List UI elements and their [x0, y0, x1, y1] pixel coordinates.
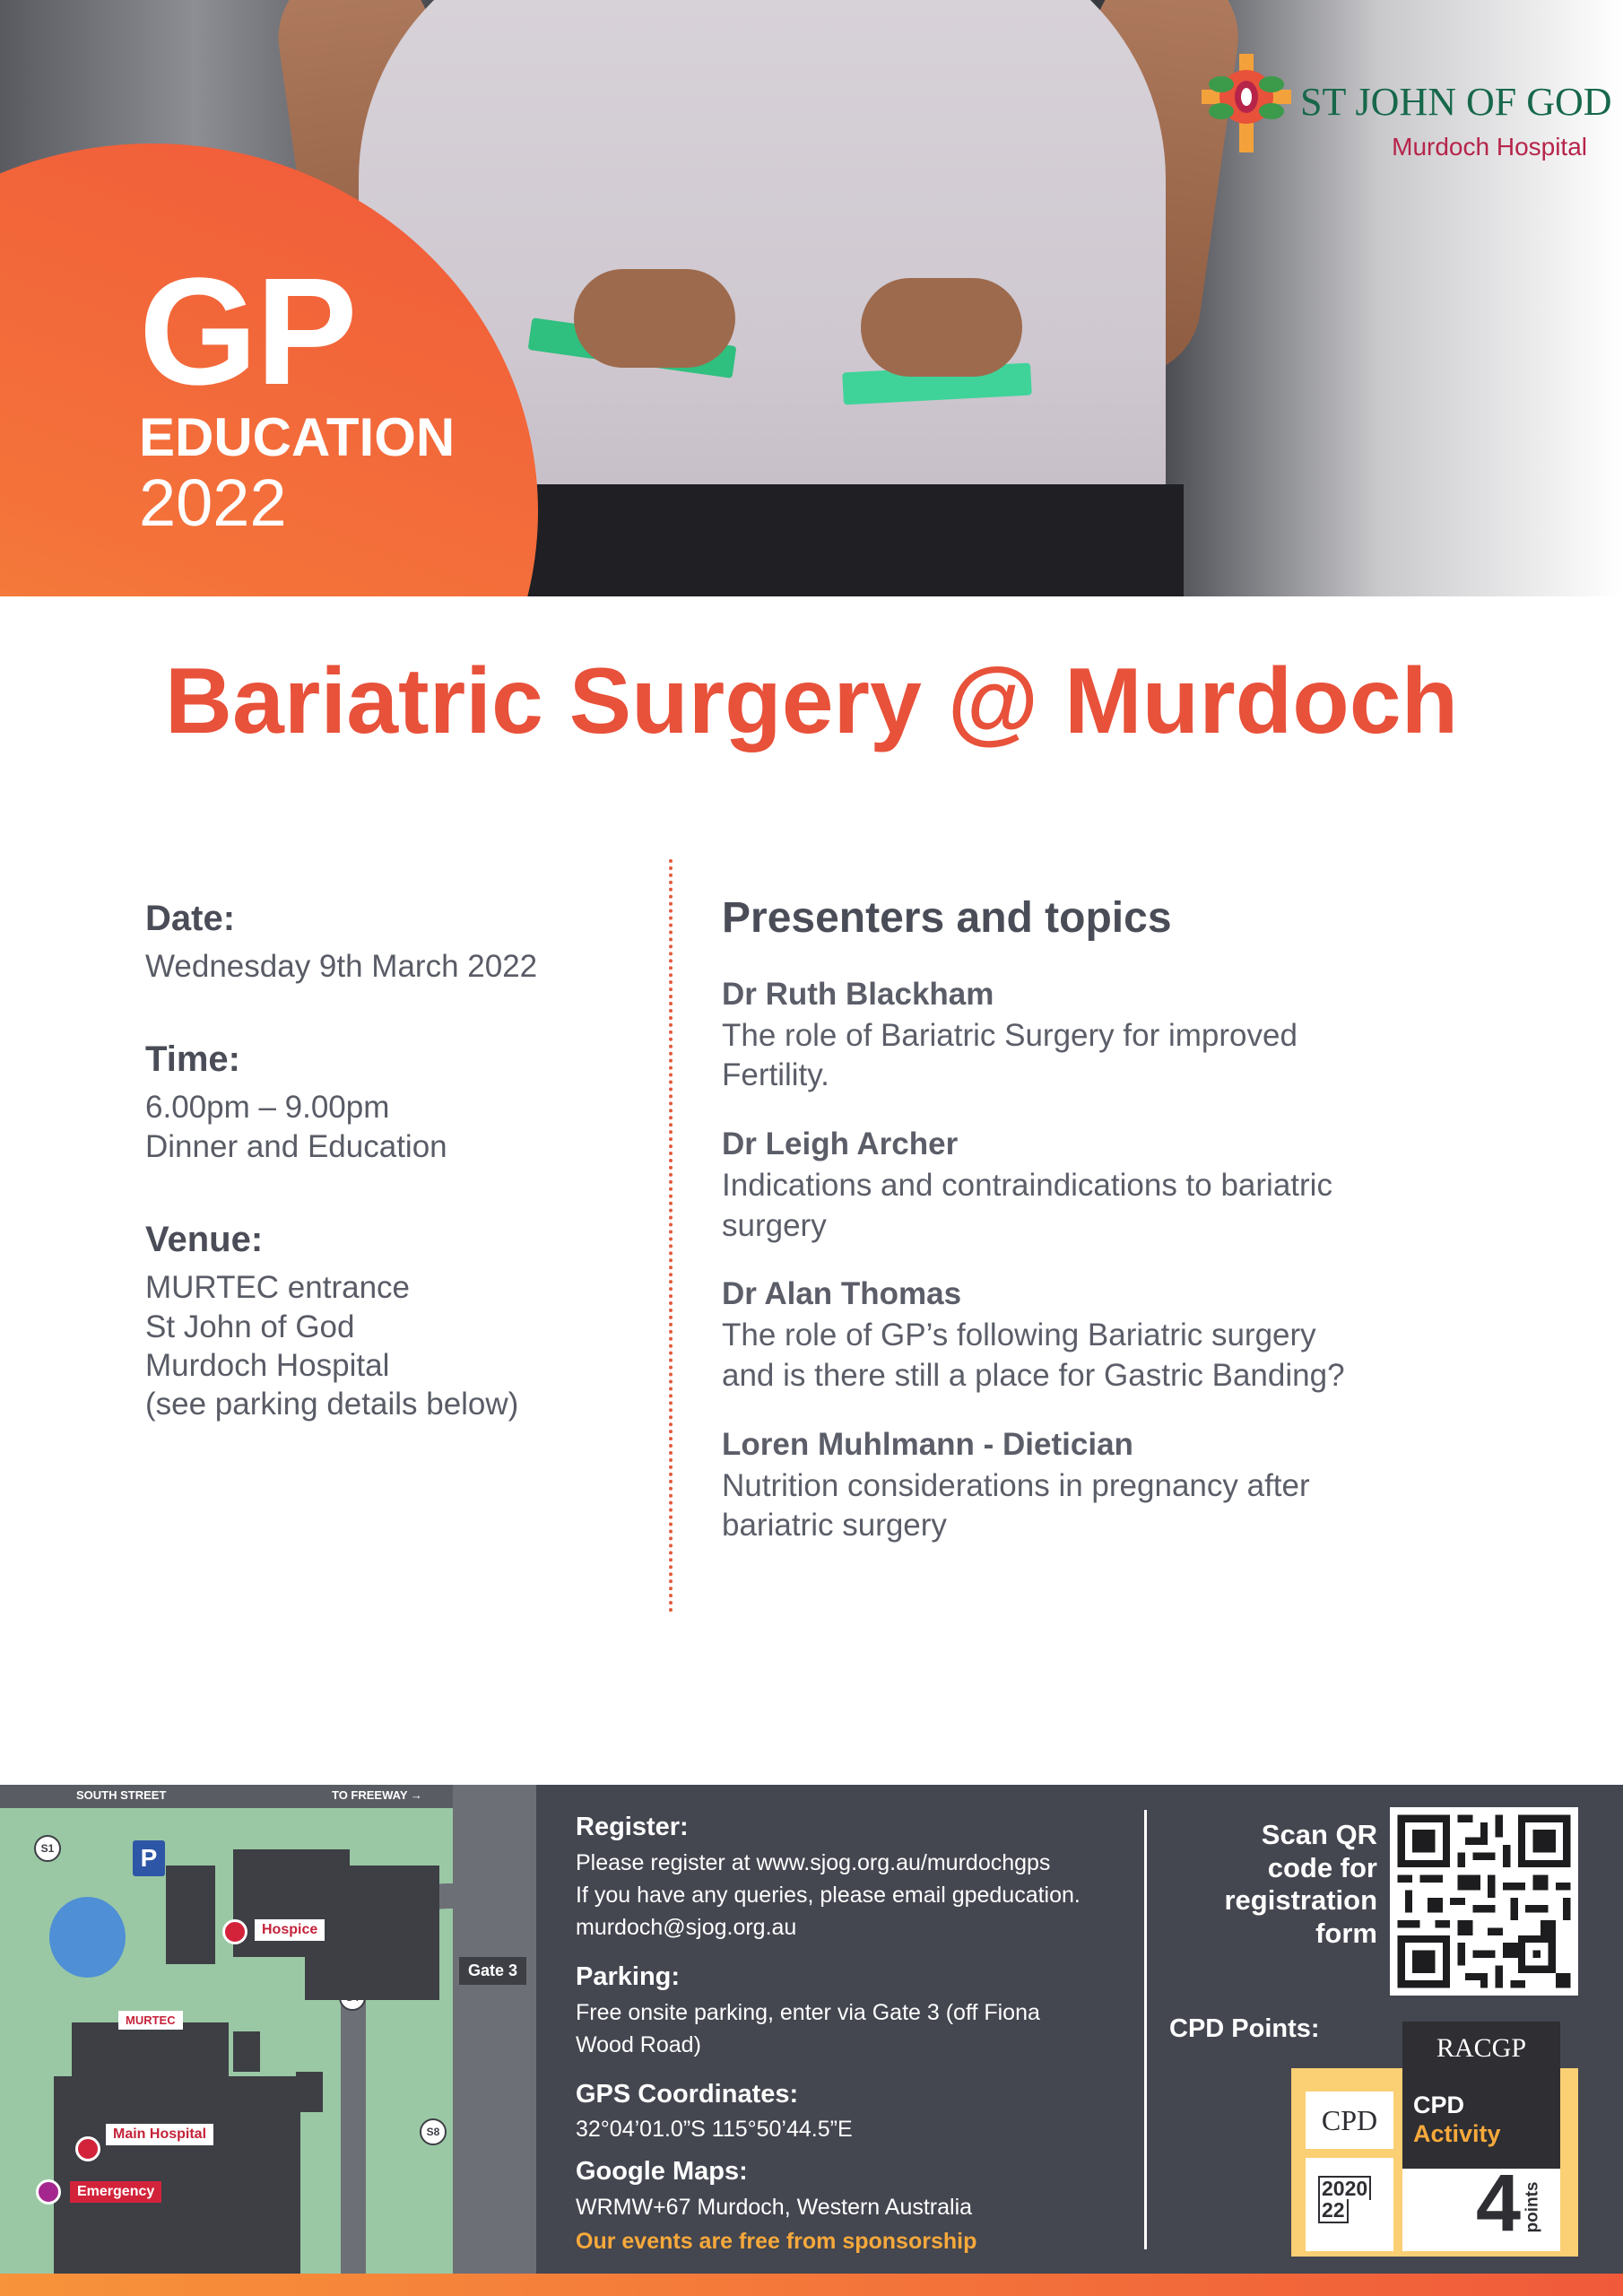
logo-name: ST JOHN OF GOD [1300, 80, 1612, 124]
scan-qr-text [1184, 1819, 1377, 1950]
parking-sign-icon: P [133, 1840, 165, 1876]
presenter-topic [722, 1466, 1421, 1547]
presenter-item [722, 1274, 1421, 1396]
cpd-box: CPD [1306, 2092, 1393, 2149]
register-label: Register: [576, 1813, 689, 1841]
presenters-section [722, 895, 1421, 1575]
time-label: Time: [145, 1039, 240, 1080]
cpd-points-box [1402, 2159, 1560, 2251]
murtec-label: MURTEC [118, 2011, 183, 2030]
gps-value: 32°04’01.0”S 115°50’44.5”E [576, 2117, 853, 2143]
page-title: Bariatric Surgery @ Murdoch [164, 649, 1459, 753]
map-building [72, 2022, 229, 2076]
register-text [576, 1847, 1132, 1944]
presenter-name: Dr Leigh Archer [722, 1126, 959, 1162]
register-query: If you have any queries, please email gpeducation. [576, 1882, 1081, 1908]
qr-code-icon[interactable] [1390, 1807, 1578, 1996]
emergency-pin-icon [36, 2179, 61, 2205]
topic-line: surgery [722, 1207, 827, 1243]
points-word: points [1523, 2181, 1542, 2233]
column-divider [669, 859, 673, 1613]
venue-value [145, 1268, 647, 1424]
venue-block [145, 1218, 647, 1424]
gp-heading: GP [139, 247, 356, 417]
year-line-1: 2020 [1318, 2176, 1371, 2200]
bottom-gradient-bar [0, 2274, 1623, 2296]
footer [0, 1785, 1623, 2274]
presenter-name: Loren Muhlmann - Dietician [722, 1426, 1133, 1462]
year-line-2: 22 [1318, 2199, 1349, 2223]
topic-line: Fertility. [722, 1057, 829, 1093]
venue-line: Murdoch Hospital [145, 1347, 390, 1383]
map-lake [49, 1897, 126, 1978]
topic-line: The role of GP’s following Bariatric surgery [722, 1318, 1316, 1353]
to-freeway-label: TO FREEWAY → [332, 1788, 422, 1802]
logo-subtitle: Murdoch Hospital [1392, 133, 1587, 161]
sponsorship-note: Our events are free from sponsorship [576, 2229, 977, 2255]
parking-line: Free onsite parking, enter via Gate 3 (off Fiona [576, 1999, 1040, 2025]
time-block [145, 1038, 647, 1166]
parking-label: Parking: [576, 1961, 681, 1991]
racgp-logo: RACGP [1402, 2022, 1560, 2075]
gps-label: GPS Coordinates: [576, 2079, 799, 2109]
scan-line: code for [1267, 1851, 1377, 1883]
hero-image [0, 0, 1623, 596]
presenter-topic [722, 1166, 1421, 1247]
time-value [145, 1088, 647, 1166]
year-heading: 2022 [139, 465, 287, 540]
activity-line-2: Activity [1413, 2120, 1501, 2147]
emergency-label: Emergency [70, 2181, 161, 2203]
main-hospital-label: Main Hospital [106, 2124, 213, 2145]
time-description: Dinner and Education [145, 1128, 447, 1164]
hospice-label: Hospice [255, 1919, 325, 1941]
venue-line: (see parking details below) [145, 1387, 519, 1422]
education-heading: EDUCATION [139, 407, 456, 467]
activity-line-1: CPD [1413, 2092, 1465, 2118]
date-value: Wednesday 9th March 2022 [145, 949, 538, 984]
map-building [233, 2031, 260, 2072]
scan-line: registration [1224, 1884, 1377, 1917]
points-number: 4 [1475, 2159, 1521, 2248]
map-building [296, 2072, 323, 2112]
maps-value: WRMW+67 Murdoch, Western Australia [576, 2195, 973, 2221]
registration-info [576, 1812, 1132, 2255]
event-details [145, 897, 647, 1476]
presenter-item [722, 1125, 1421, 1246]
venue-line: MURTEC entrance [145, 1270, 411, 1306]
gate-3-label: Gate 3 [459, 1957, 526, 1985]
map-building [166, 1866, 215, 1964]
topic-line: and is there still a place for Gastric Banding? [722, 1358, 1345, 1394]
presenter-name: Dr Ruth Blackham [722, 976, 994, 1012]
campus-map [0, 1785, 536, 2274]
presenter-item [722, 1425, 1421, 1546]
register-email[interactable]: murdoch@sjog.org.au [576, 1914, 797, 1940]
scan-line: form [1315, 1917, 1377, 1949]
map-building [54, 2076, 300, 2274]
register-link[interactable]: Please register at www.sjog.org.au/murdochgps [576, 1849, 1051, 1875]
hero-hand-right [861, 278, 1022, 377]
main-hospital-pin-icon [75, 2136, 100, 2161]
parking-line: Wood Road) [576, 2031, 701, 2057]
presenter-item [722, 975, 1421, 1096]
presenter-topic [722, 1316, 1421, 1396]
scan-line: Scan QR [1261, 1819, 1377, 1850]
topic-line: The role of Bariatric Surgery for improved [722, 1017, 1298, 1053]
topic-line: bariatric surgery [722, 1508, 947, 1544]
presenter-name: Dr Alan Thomas [722, 1276, 962, 1312]
venue-label: Venue: [145, 1220, 264, 1260]
cpd-year-box [1306, 2158, 1393, 2251]
topic-line: Nutrition considerations in pregnancy after [722, 1467, 1310, 1503]
presenter-topic [722, 1016, 1421, 1097]
cpd-points-label: CPD Points: [1169, 2014, 1320, 2043]
cpd-activity-box [1402, 2075, 1560, 2169]
hero-hand-left [574, 269, 735, 368]
presenters-heading: Presenters and topics [722, 894, 1172, 942]
s1-badge: S1 [34, 1835, 61, 1862]
date-label: Date: [145, 899, 236, 938]
sjog-emblem-icon [1202, 54, 1291, 152]
venue-line: St John of God [145, 1309, 355, 1344]
time-range: 6.00pm – 9.00pm [145, 1090, 390, 1126]
hospice-pin-icon [222, 1919, 247, 1944]
maps-label: Google Maps: [576, 2157, 748, 2187]
s8-badge: S8 [420, 2118, 447, 2145]
date-block [145, 897, 647, 986]
map-building [305, 1866, 439, 2000]
sjog-logo [1202, 54, 1612, 170]
topic-line: Indications and contraindications to bariatric [722, 1167, 1332, 1203]
south-street-label: SOUTH STREET [76, 1788, 167, 1802]
footer-divider [1144, 1810, 1147, 2249]
racgp-cpd-badge [1291, 2022, 1578, 2257]
parking-text [576, 1996, 1132, 2061]
